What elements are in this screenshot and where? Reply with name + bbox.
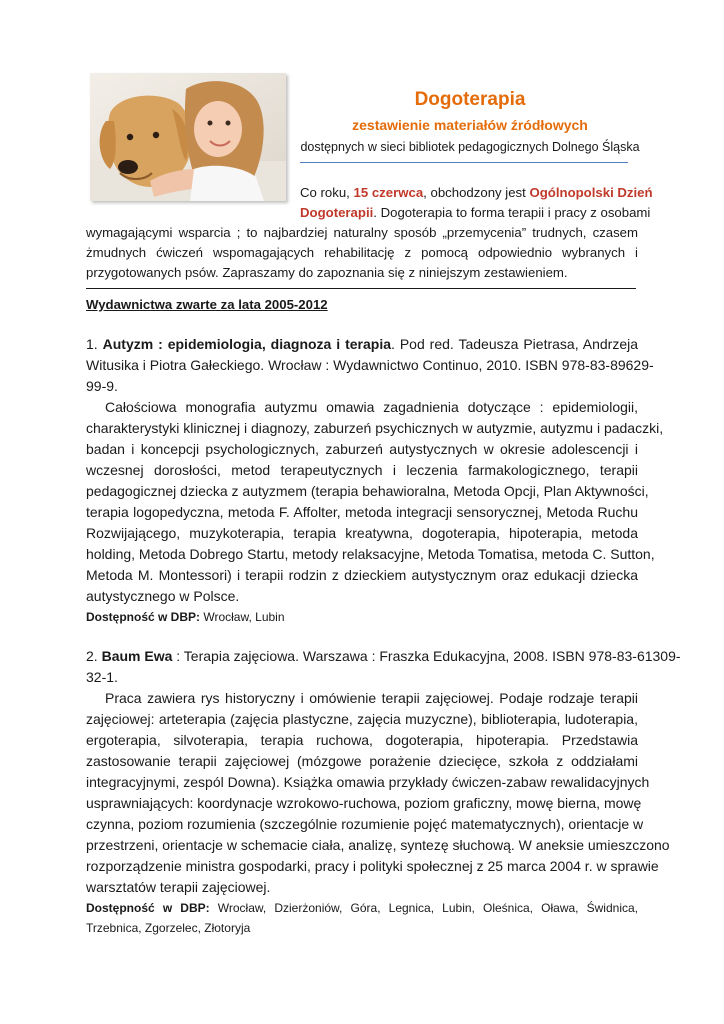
entry-1-citation-line-3: 99-9. (86, 378, 118, 394)
entry-1-availability: Dostępność w DBP: Wrocław, Lubin (86, 610, 285, 624)
entry-2-desc-line: ergoterapia, silvoterapia, terapia ruchowa, dogoterapia, hipoterapia. Przedstawia (86, 732, 638, 748)
entry-1-desc-line: charakterystyki klinicznej i diagnozy, zaburzeń psychicznych w autyzmie, autyzmu i padaczki, (86, 420, 664, 436)
entry-2-desc-line: Praca zawiera rys historyczny i omówienie terapii zajęciowej. Podaje rodzaje terapii (105, 690, 638, 706)
title-divider (300, 162, 628, 163)
intro-line-3: wymagającymi wsparcia ; to najbardziej naturalny sposób „przemycenia” trudnych, czasem (86, 225, 638, 240)
intro-line-4: żmudnych ćwiczeń wspomagających rehabilitację z pomocą odpowiednio wybranych i (86, 245, 638, 260)
document-source-line: dostępnych w sieci bibliotek pedagogicznych Dolnego Śląska (300, 140, 640, 154)
entry-2-citation-line-2: 32-1. (86, 669, 118, 685)
girl-with-dog-image (90, 73, 286, 201)
entry-2-desc-line: zastosowanie terapii zajęciowej (mózgowe porażenie dziecięce, szkoła z oddziałami (86, 753, 638, 769)
intro-line-5: przygotowanych psów. Zapraszamy do zapoznania się z niniejszym zestawieniem. (86, 265, 568, 280)
entry-2-desc-line: rozporządzenie ministra gospodarki, pracy i polityki społecznej z 25 marca 2004 r. w sprawie (86, 858, 659, 874)
intro-date: 15 czerwca (353, 185, 424, 200)
entry-1-desc-line: wczesnej dorosłości, metod terapeutycznych i leczenia farmakologicznego, terapii (86, 462, 638, 478)
entry-1-citation-line-1: 1. Autyzm : epidemiologia, diagnoza i terapia. Pod red. Tadeusza Pietrasa, Andrzeja (86, 336, 639, 352)
entry-1-desc-line: badan i koncepcji psychologicznych, zaburzeń autystycznych w okresie adolescencji i (86, 441, 638, 457)
entry-2-desc-line: przestrzeni, orientacje w schemacie ciała, analizę, syntezę słuchową. W aneksie umieszczono (86, 837, 670, 853)
entry-1-desc-line: pedagogicznej dziecka z autyzmem (terapia behawioralna, Metoda Opcji, Plan Aktywności, (86, 483, 649, 499)
section-heading: Wydawnictwa zwarte za lata 2005-2012 (86, 297, 328, 312)
intro-line-2: Dogoterapii. Dogoterapia to forma terapii i pracy z osobami (300, 205, 651, 220)
entry-1-desc-line: Rozwijającego, muzykoterapia, terapia kreatywna, dogoterapia, hipoterapia, metoda (86, 525, 638, 541)
entry-1-desc-line: Metoda M. Montessori) i terapii rodzin z dzieckiem autystycznym oraz edukacji dziecka (86, 567, 638, 583)
entry-2-citation-line-1: 2. Baum Ewa : Terapia zajęciowa. Warszawa : Fraszka Edukacyjna, 2008. ISBN 978-83-61309- (86, 648, 681, 664)
header-photo (90, 73, 286, 201)
entry-1-desc-line: terapia logopedyczna, metoda F. Affolter, metoda integracji sensorycznej, Metoda Ruchu (86, 504, 638, 520)
document-subtitle: zestawienie materiałów źródłowych (352, 117, 588, 133)
entry-2-desc-line: integracyjnymi, zespól Downa). Książka omawia przykłady ćwiczen-zabaw rewalidacyjnych (86, 774, 650, 790)
document-title: Dogoterapia (414, 89, 526, 110)
entry-1-desc-line: autystycznego w Polsce. (86, 588, 240, 604)
section-divider (86, 288, 636, 289)
entry-2-desc-line: usprawniających: koordynacje wzrokowo-ruchowa, poziom graficzny, mowę bierna, mowę (86, 795, 642, 811)
entry-2-author: Baum Ewa (101, 648, 173, 664)
entry-1-desc-line: Całościowa monografia autyzmu omawia zagadnienia dotyczące : epidemiologii, (105, 399, 638, 415)
entry-1-citation-line-2: Witusika i Piotra Gałeckiego. Wrocław : Wydawnictwo Continuo, 2010. ISBN 978-83-89629- (86, 357, 654, 373)
entry-2-desc-line: czynna, poziom rozumienia (szczególnie rozumienie pojęć matematycznych), orientacje w (86, 816, 644, 832)
entry-2-availability-line-2: Trzebnica, Zgorzelec, Złotoryja (86, 921, 251, 935)
entry-2-availability: Dostępność w DBP: Wrocław, Dzierżoniów, Góra, Legnica, Lubin, Oleśnica, Oława, Świdnica, (86, 901, 638, 915)
entry-1-desc-line: holding, Metoda Dobrego Startu, metody relaksacyjne, Metoda Tomatisa, metoda C. Sutton, (86, 546, 655, 562)
entry-2-desc-line: warsztatów terapii zajęciowej. (86, 879, 271, 895)
entry-1-title: Autyzm : epidemiologia, diagnoza i terapia (102, 336, 391, 352)
entry-2-desc-line: zajęciowej: arteterapia (zajęcia plastyczne, zajęcia muzyczne), biblioterapia, ludoterapia, (86, 711, 638, 727)
intro-line-1: Co roku, 15 czerwca, obchodzony jest Ogólnopolski Dzień (300, 185, 653, 200)
intro-day-name: Ogólnopolski Dzień (529, 185, 653, 200)
